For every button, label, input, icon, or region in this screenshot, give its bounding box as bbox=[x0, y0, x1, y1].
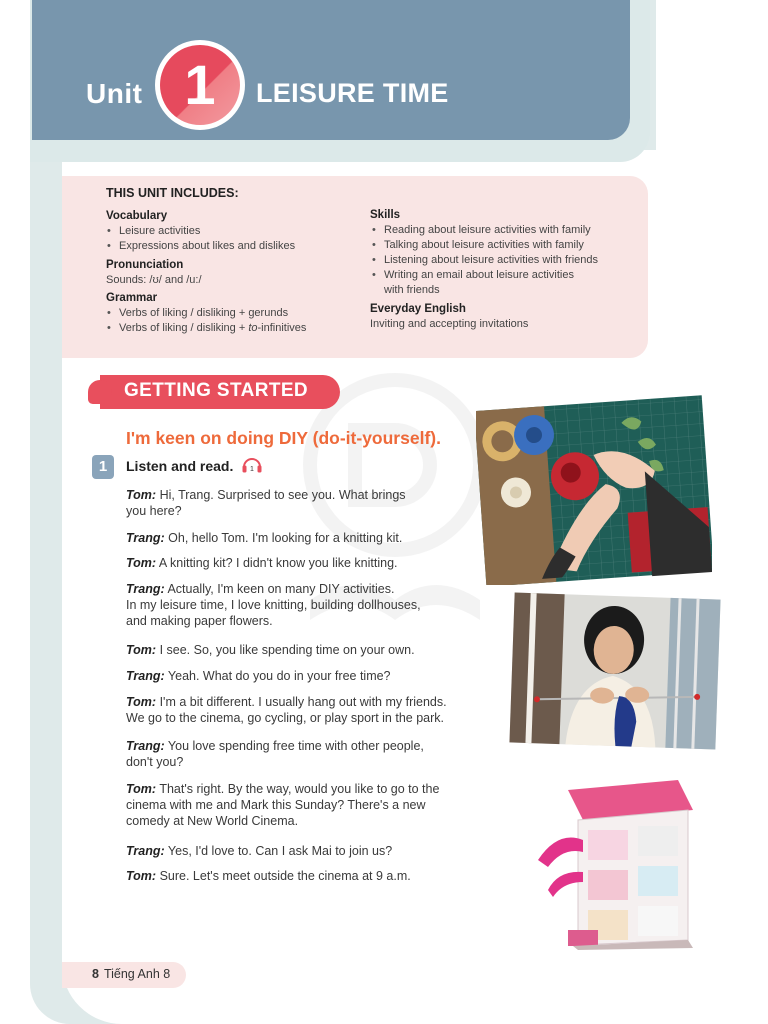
speaker: Trang: bbox=[126, 669, 165, 683]
dialogue-text: cinema with me and Mark this Sunday? There's a new bbox=[126, 798, 426, 812]
dialogue-text: You love spending free time with other people, bbox=[167, 739, 424, 753]
dialogue-text: and making paper flowers. bbox=[126, 614, 273, 628]
skills-item: • Writing an email about leisure activities bbox=[384, 269, 574, 281]
speaker: Tom: bbox=[126, 782, 157, 796]
paper-flower-craft-image bbox=[476, 395, 712, 585]
dialogue-line bbox=[126, 694, 486, 726]
skills-heading: Skills bbox=[370, 209, 401, 221]
dialogue-text: Yeah. What do you do in your free time? bbox=[167, 669, 391, 683]
grammar-item: • Verbs of liking / disliking + gerunds bbox=[119, 307, 288, 319]
lesson-subtitle: I'm keen on doing DIY (do-it-yourself). bbox=[126, 428, 441, 448]
dialogue-line bbox=[126, 668, 486, 684]
pronunciation-heading: Pronunciation bbox=[106, 259, 184, 271]
dialogue-text: you here? bbox=[126, 504, 182, 518]
dialogue-line bbox=[126, 530, 486, 546]
dialogue-text: comedy at New World Cinema. bbox=[126, 814, 299, 828]
dialogue-text: In my leisure time, I love knitting, building dollhouses, bbox=[126, 598, 421, 612]
pointing-hand-icon bbox=[88, 380, 112, 404]
grammar-item-suffix: -infinitives bbox=[257, 322, 307, 334]
audio-track-number: 1 bbox=[250, 466, 254, 473]
unit-word: Unit bbox=[86, 78, 143, 109]
dialogue-line bbox=[126, 487, 486, 519]
pronunciation-text: Sounds: /ʊ/ and /u:/ bbox=[106, 274, 202, 286]
dollhouse-image bbox=[528, 770, 700, 950]
unit-banner bbox=[32, 0, 630, 140]
audio-track-icon[interactable] bbox=[241, 456, 263, 474]
speaker: Trang: bbox=[126, 531, 165, 545]
speaker: Tom: bbox=[126, 556, 157, 570]
speaker: Trang: bbox=[126, 739, 165, 753]
getting-started-label: GETTING STARTED bbox=[124, 380, 309, 401]
everyday-english-text: Inviting and accepting invitations bbox=[370, 318, 529, 330]
dialogue-line bbox=[126, 581, 486, 629]
speaker: Tom: bbox=[126, 488, 157, 502]
dialogue-text: Actually, I'm keen on many DIY activities. bbox=[167, 582, 395, 596]
includes-title: THIS UNIT INCLUDES: bbox=[106, 186, 239, 200]
grammar-heading: Grammar bbox=[106, 292, 158, 304]
dialogue-line bbox=[126, 843, 486, 859]
speaker: Trang: bbox=[126, 844, 165, 858]
vocabulary-heading: Vocabulary bbox=[106, 210, 168, 222]
dialogue-text: Hi, Trang. Surprised to see you. What brings bbox=[159, 488, 406, 502]
skills-item: • Reading about leisure activities with family bbox=[384, 224, 591, 236]
dialogue-text: A knitting kit? I didn't know you like knitting. bbox=[158, 556, 398, 570]
vocabulary-item: • Leisure activities bbox=[119, 225, 200, 237]
unit-number: 1 bbox=[184, 53, 216, 116]
dialogue-text: I'm a bit different. I usually hang out with my friends. bbox=[159, 695, 447, 709]
page-number: 8 bbox=[92, 967, 99, 981]
vocabulary-item: • Expressions about likes and dislikes bbox=[119, 240, 295, 252]
dialogue-text: We go to the cinema, go cycling, or play sport in the park. bbox=[126, 711, 444, 725]
dialogue-text: Sure. Let's meet outside the cinema at 9 a.m. bbox=[159, 869, 411, 883]
speaker: Tom: bbox=[126, 695, 157, 709]
dialogue-line bbox=[126, 781, 486, 829]
dialogue-line bbox=[126, 868, 486, 884]
grammar-item-prefix: Verbs of liking / disliking + bbox=[119, 322, 249, 334]
unit-title: LEISURE TIME bbox=[256, 78, 449, 108]
exercise-instruction: Listen and read. bbox=[126, 458, 234, 474]
dialogue-text: don't you? bbox=[126, 755, 184, 769]
skills-item: • Listening about leisure activities with friends bbox=[384, 254, 598, 266]
dialogue-text: That's right. By the way, would you like to go to the bbox=[159, 782, 440, 796]
book-title: Tiếng Anh 8 bbox=[103, 967, 171, 981]
speaker: Trang: bbox=[126, 582, 165, 596]
grammar-item-italic: to bbox=[248, 322, 258, 334]
everyday-english-heading: Everyday English bbox=[370, 303, 466, 315]
dialogue-line bbox=[126, 738, 486, 770]
skills-item-continued: with friends bbox=[384, 284, 440, 296]
girl-knitting-image bbox=[508, 592, 722, 750]
grammar-item bbox=[119, 322, 306, 334]
dialogue-line bbox=[126, 555, 486, 571]
skills-item: • Talking about leisure activities with family bbox=[384, 239, 584, 251]
dialogue-text: I see. So, you like spending time on your own. bbox=[159, 643, 415, 657]
dialogue-text: Yes, I'd love to. Can I ask Mai to join us? bbox=[167, 844, 393, 858]
speaker: Tom: bbox=[126, 869, 157, 883]
exercise-number: 1 bbox=[92, 455, 114, 479]
dialogue-line bbox=[126, 642, 486, 658]
footer bbox=[92, 967, 170, 981]
speaker: Tom: bbox=[126, 643, 157, 657]
dialogue-text: Oh, hello Tom. I'm looking for a knitting kit. bbox=[168, 531, 403, 545]
